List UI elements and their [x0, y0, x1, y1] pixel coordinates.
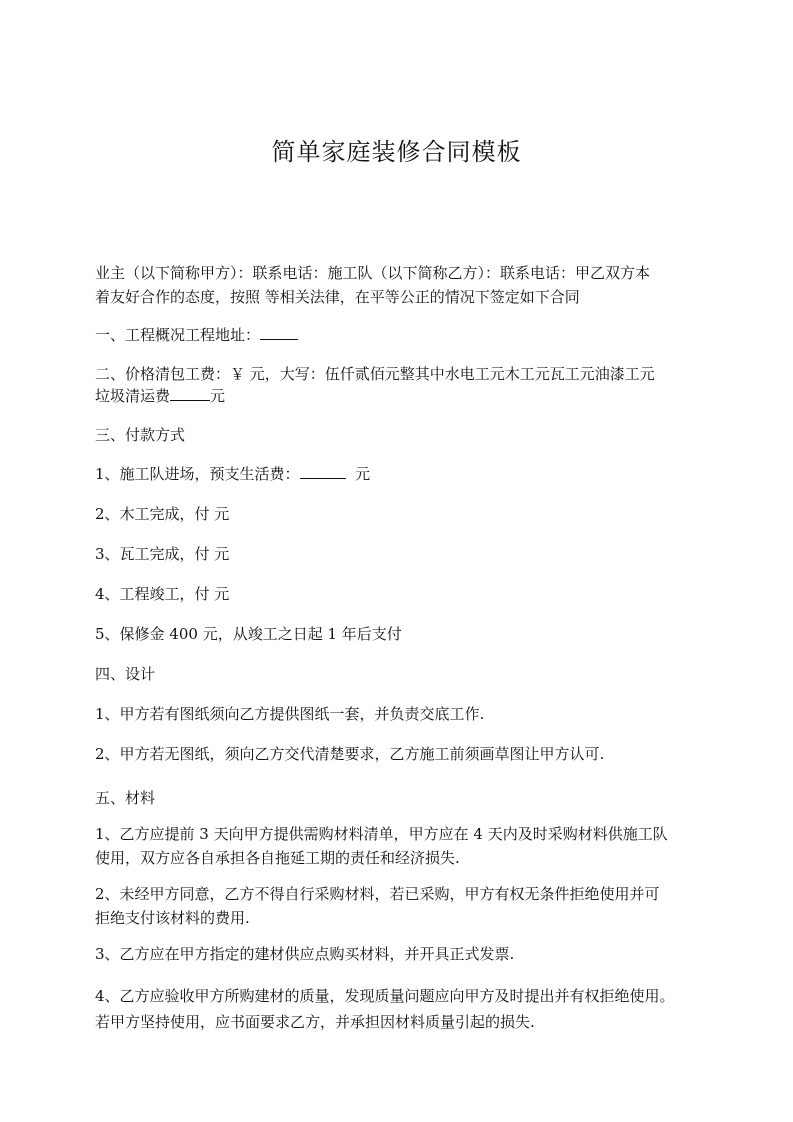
price-line-1: 二、价格清包工费：￥ 元，大写：伍仟贰佰元整其中水电工元木工元瓦工元油漆工元	[95, 365, 655, 383]
page-title: 简单家庭装修合同模板	[271, 138, 522, 166]
section-4-heading: 四、设计	[95, 665, 156, 683]
garbage-fee-unit: 元	[210, 387, 226, 405]
material-item-3: 3、乙方应在甲方指定的建材供应点购买材料，并开具正式发票.	[95, 945, 515, 963]
payment-item-1-unit: 元	[355, 465, 371, 483]
payment-item-2: 2、木工完成，付 元	[95, 505, 230, 523]
material-item-1-line-2: 使用，双方应各自承担各自拖延工期的责任和经济损失.	[95, 849, 460, 867]
payment-item-3: 3、瓦工完成，付 元	[95, 545, 230, 563]
design-item-2: 2、甲方若无图纸，须向乙方交代清楚要求，乙方施工前须画草图让甲方认可.	[95, 745, 605, 763]
material-item-1-line-1: 1、乙方应提前 3 天向甲方提供需购材料清单，甲方应在 4 天内及时采购材料供施工队	[95, 825, 668, 843]
payment-item-1-text: 1、施工队进场，预支生活费：	[95, 465, 300, 483]
payment-item-4: 4、工程竣工，付 元	[95, 585, 230, 603]
material-item-2-line-1: 2、未经甲方同意，乙方不得自行采购材料，若已采购，甲方有权无条件拒绝使用并可	[95, 885, 660, 903]
section-1-heading	[95, 323, 705, 347]
garbage-fee-label: 垃圾清运费	[95, 387, 171, 405]
section-3-heading: 三、付款方式	[95, 426, 186, 444]
payment-item-1	[95, 462, 705, 486]
section-1-text: 一、工程概况工程地址：	[95, 326, 261, 344]
living-fee-blank	[300, 463, 346, 479]
price-line-2	[95, 384, 705, 408]
intro-line-1: 业主（以下简称甲方）：联系电话：施工队（以下简称乙方）：联系电话：甲乙双方本	[95, 264, 651, 282]
intro-line-2: 着友好合作的态度，按照 等相关法律，在平等公正的情况下签定如下合同	[95, 288, 580, 306]
address-blank	[260, 324, 298, 340]
garbage-fee-blank	[170, 385, 210, 401]
payment-item-5: 5、保修金 400 元，从竣工之日起 1 年后支付	[95, 625, 402, 643]
material-item-4-line-1: 4、乙方应验收甲方所购建材的质量，发现质量问题应向甲方及时提出并有权拒绝使用。	[95, 987, 675, 1005]
design-item-1: 1、甲方若有图纸须向乙方提供图纸一套，并负责交底工作.	[95, 705, 485, 723]
section-5-heading: 五、材料	[95, 789, 156, 807]
material-item-2-line-2: 拒绝支付该材料的费用.	[95, 909, 250, 927]
material-item-4-line-2: 若甲方坚持使用，应书面要求乙方，并承担因材料质量引起的损失.	[95, 1013, 535, 1031]
